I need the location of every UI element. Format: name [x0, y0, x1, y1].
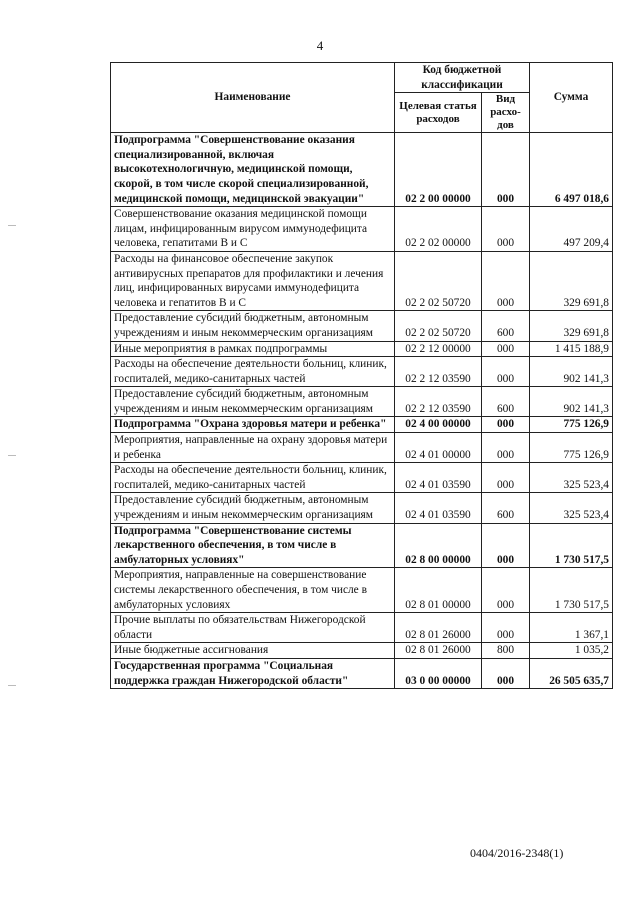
table-row — [111, 613, 613, 643]
cell-kind: 000 — [482, 658, 530, 688]
cell-name: Предоставление субсидий бюджетным, автономным учреждениям и иным некоммерческим организациям — [111, 493, 395, 523]
cell-sum: 325 523,4 — [530, 493, 613, 523]
cell-sum: 329 691,8 — [530, 251, 613, 310]
cell-name: Иные мероприятия в рамках подпрограммы — [111, 341, 395, 357]
cell-code: 02 2 00 00000 — [395, 133, 482, 207]
table-row — [111, 311, 613, 341]
table-row — [111, 387, 613, 417]
cell-sum: 325 523,4 — [530, 463, 613, 493]
header-sum: Сумма — [530, 63, 613, 133]
cell-name: Прочие выплаты по обязательствам Нижегородской области — [111, 613, 395, 643]
page-number: 4 — [316, 38, 324, 53]
cell-code: 03 0 00 00000 — [395, 658, 482, 688]
table-row — [111, 568, 613, 613]
table-row — [111, 433, 613, 463]
cell-name: Совершенствование оказания медицинской помощи лицам, инфицированным вирусом иммунодефицита человека, гепатитами В и С — [111, 207, 395, 252]
cell-sum: 1 415 188,9 — [530, 341, 613, 357]
header-code-group: Код бюджетной классификации — [395, 63, 530, 93]
cell-sum: 775 126,9 — [530, 433, 613, 463]
cell-kind: 000 — [482, 341, 530, 357]
cell-code: 02 4 01 00000 — [395, 433, 482, 463]
cell-code: 02 4 01 03590 — [395, 493, 482, 523]
table-body — [111, 133, 613, 689]
cell-kind: 000 — [482, 133, 530, 207]
table-row — [111, 493, 613, 523]
margin-mark — [8, 225, 16, 226]
cell-name: Расходы на обеспечение деятельности больниц, клиник, госпиталей, медико-санитарных частей — [111, 463, 395, 493]
cell-kind: 000 — [482, 251, 530, 310]
cell-name: Предоставление субсидий бюджетным, автономным учреждениям и иным некоммерческим организациям — [111, 387, 395, 417]
cell-sum: 497 209,4 — [530, 207, 613, 252]
cell-sum: 1 730 517,5 — [530, 568, 613, 613]
cell-kind: 000 — [482, 568, 530, 613]
table-row — [111, 523, 613, 568]
cell-sum: 329 691,8 — [530, 311, 613, 341]
header-name: Наименование — [111, 63, 395, 133]
cell-kind: 000 — [482, 357, 530, 387]
header-kind: Вид расхо-дов — [482, 93, 530, 133]
margin-mark — [8, 455, 16, 456]
table-row — [111, 658, 613, 688]
cell-name: Подпрограмма "Совершенствование системы лекарственного обеспечения, в том числе в амбулаторных условиях" — [111, 523, 395, 568]
margin-mark — [8, 685, 16, 686]
cell-code: 02 2 12 03590 — [395, 357, 482, 387]
cell-name: Расходы на обеспечение деятельности больниц, клиник, госпиталей, медико-санитарных частей — [111, 357, 395, 387]
cell-name: Государственная программа "Социальная поддержка граждан Нижегородской области" — [111, 658, 395, 688]
cell-sum: 1 730 517,5 — [530, 523, 613, 568]
cell-kind: 800 — [482, 643, 530, 659]
cell-sum: 1 367,1 — [530, 613, 613, 643]
cell-kind: 000 — [482, 207, 530, 252]
cell-code: 02 2 12 00000 — [395, 341, 482, 357]
cell-code: 02 8 00 00000 — [395, 523, 482, 568]
cell-name: Подпрограмма "Охрана здоровья матери и ребенка" — [111, 417, 395, 433]
cell-code: 02 8 01 26000 — [395, 643, 482, 659]
table-row — [111, 341, 613, 357]
cell-code: 02 4 01 03590 — [395, 463, 482, 493]
cell-kind: 600 — [482, 493, 530, 523]
cell-sum: 26 505 635,7 — [530, 658, 613, 688]
table-row — [111, 133, 613, 207]
cell-code: 02 8 01 26000 — [395, 613, 482, 643]
cell-name: Мероприятия, направленные на совершенствование системы лекарственного обеспечения, в том числе в амбулаторных условиях — [111, 568, 395, 613]
cell-kind: 600 — [482, 311, 530, 341]
cell-kind: 000 — [482, 417, 530, 433]
table-row — [111, 207, 613, 252]
cell-name: Предоставление субсидий бюджетным, автономным учреждениям и иным некоммерческим организациям — [111, 311, 395, 341]
cell-code: 02 2 02 00000 — [395, 207, 482, 252]
cell-name: Расходы на финансовое обеспечение закупок антивирусных препаратов для профилактики и лечения лиц, инфицированных вирусами иммунодефицита человека и гепатитов В и С — [111, 251, 395, 310]
cell-kind: 000 — [482, 613, 530, 643]
cell-sum: 902 141,3 — [530, 357, 613, 387]
document-id: 0404/2016-2348(1) — [470, 846, 564, 860]
cell-code: 02 2 02 50720 — [395, 311, 482, 341]
cell-code: 02 8 01 00000 — [395, 568, 482, 613]
header-target: Целевая статья расходов — [395, 93, 482, 133]
cell-code: 02 2 12 03590 — [395, 387, 482, 417]
cell-code: 02 2 02 50720 — [395, 251, 482, 310]
cell-sum: 1 035,2 — [530, 643, 613, 659]
cell-name: Мероприятия, направленные на охрану здоровья матери и ребенка — [111, 433, 395, 463]
cell-name: Иные бюджетные ассигнования — [111, 643, 395, 659]
table-row — [111, 251, 613, 310]
table-row — [111, 463, 613, 493]
cell-kind: 000 — [482, 433, 530, 463]
cell-name: Подпрограмма "Совершенствование оказания специализированной, включая высокотехнологичную, медицинской помощи, скорой, в том числе скорой специализированной, медицинской помощи, медицинской эвакуации" — [111, 133, 395, 207]
table-row — [111, 643, 613, 659]
cell-sum: 775 126,9 — [530, 417, 613, 433]
budget-table — [110, 62, 613, 689]
cell-sum: 902 141,3 — [530, 387, 613, 417]
table-row — [111, 357, 613, 387]
cell-kind: 000 — [482, 463, 530, 493]
cell-kind: 600 — [482, 387, 530, 417]
cell-sum: 6 497 018,6 — [530, 133, 613, 207]
table-row — [111, 417, 613, 433]
cell-code: 02 4 00 00000 — [395, 417, 482, 433]
cell-kind: 000 — [482, 523, 530, 568]
